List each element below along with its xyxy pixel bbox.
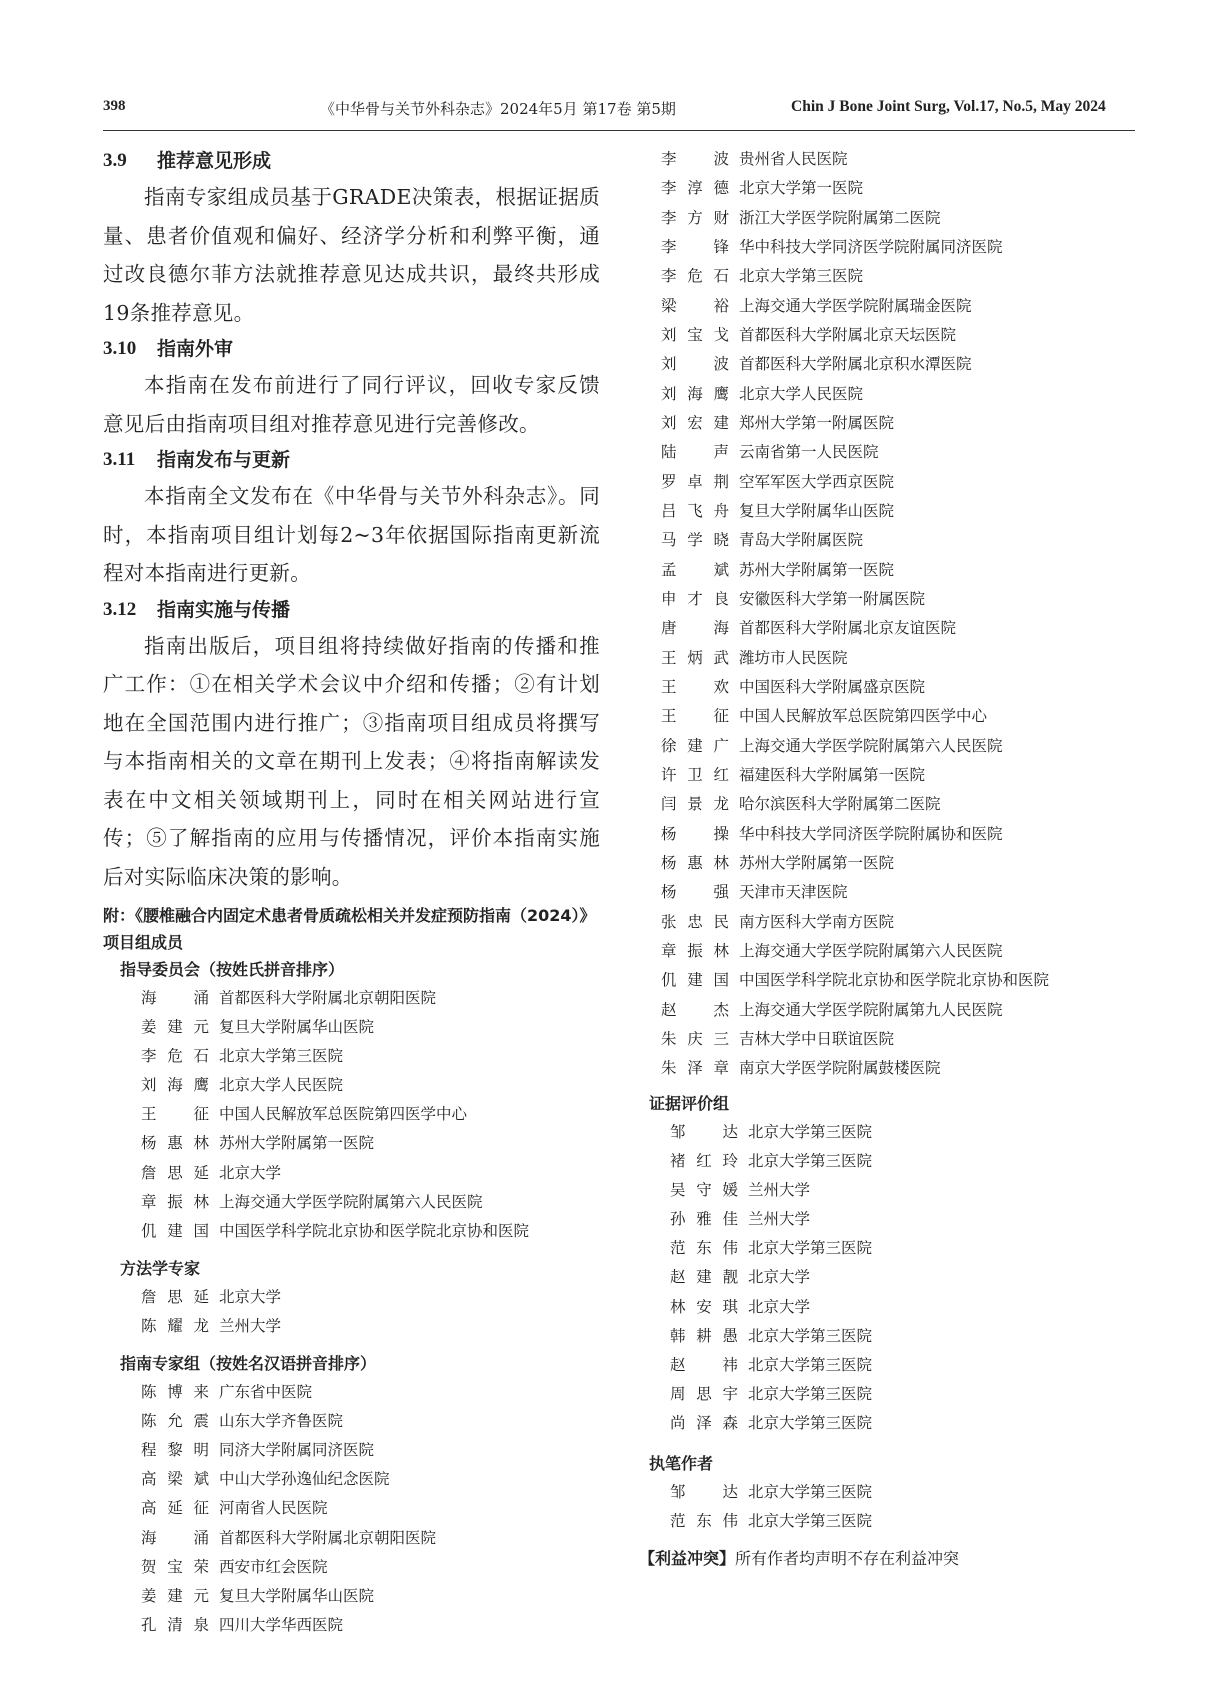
member-affiliation: 河南省人民医院 xyxy=(219,1499,328,1518)
member-row xyxy=(661,849,1181,878)
member-affiliation: 复旦大学附属华山医院 xyxy=(739,501,895,520)
member-affiliation: 北京大学 xyxy=(219,1163,282,1182)
member-affiliation: 哈尔滨医科大学附属第二医院 xyxy=(739,795,941,814)
member-row xyxy=(141,1188,600,1217)
member-name: 仉建国 xyxy=(661,971,729,990)
section-body xyxy=(103,627,600,897)
member-affiliation: 首都医科大学附属北京友谊医院 xyxy=(739,619,957,638)
left-column xyxy=(103,144,600,1640)
member-affiliation: 潍坊市人民医院 xyxy=(739,648,848,667)
member-row xyxy=(661,908,1181,937)
member-row xyxy=(141,1378,600,1407)
member-affiliation: 苏州大学附属第一医院 xyxy=(219,1134,375,1153)
member-list xyxy=(141,984,600,1246)
member-name: 王炳武 xyxy=(661,648,729,667)
member-name: 张忠民 xyxy=(661,912,729,931)
member-row xyxy=(661,350,1181,379)
member-row xyxy=(661,732,1181,761)
paragraph: 指南出版后，项目组将持续做好指南的传播和推广工作：①在相关学术会议中介绍和传播；②有计划地在全国范围内进行推广；③指南项目组成员将撰写与本指南相关的文章在期刊上发表；④将指南解读发表在中文相关领域期刊上，同时在相关网站进行宣传；⑤了解指南的应用与传播情况，评价本指南实施后对实际临床决策的影响。 xyxy=(103,633,600,889)
steering-committee xyxy=(120,956,600,1246)
appendix-title: 附：《腰椎融合内固定术患者骨质疏松相关并发症预防指南（2024）》项目组成员 xyxy=(103,906,596,952)
member-row xyxy=(670,1118,1169,1147)
section-number: 3.9 xyxy=(103,150,127,171)
member-affiliation: 苏州大学附属第一医院 xyxy=(739,853,895,872)
section-body xyxy=(103,178,600,332)
member-name: 徐建广 xyxy=(661,736,729,755)
member-name: 陈博来 xyxy=(141,1383,209,1402)
member-list xyxy=(141,1378,600,1640)
member-affiliation: 四川大学华西医院 xyxy=(219,1615,344,1634)
member-row xyxy=(661,966,1181,995)
member-name: 杨惠林 xyxy=(141,1134,209,1153)
member-name: 罗卓荆 xyxy=(661,472,729,491)
section-3-12 xyxy=(103,593,600,897)
member-name: 申才良 xyxy=(661,589,729,608)
member-row xyxy=(661,497,1181,526)
group-heading: 方法学专家 xyxy=(120,1258,201,1278)
member-name: 赵 祎 xyxy=(670,1355,738,1374)
right-column xyxy=(661,145,1181,1084)
group-heading: 指南专家组（按姓名汉语拼音排序） xyxy=(120,1354,377,1374)
section-body xyxy=(103,477,600,593)
member-row xyxy=(661,468,1181,497)
member-affiliation: 南方医科大学南方医院 xyxy=(739,912,895,931)
member-affiliation: 上海交通大学医学院附属第六人民医院 xyxy=(219,1192,483,1211)
member-name: 梁 裕 xyxy=(661,296,729,315)
member-affiliation: 上海交通大学医学院附属第六人民医院 xyxy=(739,736,1003,755)
member-affiliation: 天津市天津医院 xyxy=(739,883,848,902)
member-row xyxy=(661,996,1181,1025)
member-row xyxy=(670,1263,1169,1292)
member-affiliation: 浙江大学医学院附属第二医院 xyxy=(739,208,941,227)
member-name: 唐 海 xyxy=(661,619,729,638)
member-affiliation: 北京大学第三医院 xyxy=(748,1384,873,1403)
member-name: 姜建元 xyxy=(141,1018,209,1037)
expert-group xyxy=(120,1350,600,1640)
member-affiliation: 北京大学第一医院 xyxy=(739,179,864,198)
member-affiliation: 南京大学医学院附属鼓楼医院 xyxy=(739,1059,941,1078)
member-affiliation: 华中科技大学同济医学院附属协和医院 xyxy=(739,824,1003,843)
member-affiliation: 北京大学第三医院 xyxy=(748,1512,873,1531)
member-row xyxy=(670,1409,1169,1438)
member-affiliation: 复旦大学附属华山医院 xyxy=(219,1018,375,1037)
member-affiliation: 复旦大学附属华山医院 xyxy=(219,1586,375,1605)
member-row xyxy=(661,262,1181,291)
section-number: 3.12 xyxy=(103,598,137,620)
member-name: 刘 波 xyxy=(661,355,729,374)
member-affiliation: 安徽医科大学第一附属医院 xyxy=(739,589,926,608)
member-name: 王 征 xyxy=(141,1105,209,1124)
journal-title-cn: 《中华骨与关节外科杂志》2024年5月 第17卷 第5期 xyxy=(320,100,676,118)
member-list xyxy=(661,145,1181,1084)
member-row xyxy=(141,1159,600,1188)
member-affiliation: 中国医学科学院北京协和医学院北京协和医院 xyxy=(219,1221,530,1240)
member-name: 孙雅佳 xyxy=(670,1210,738,1229)
member-affiliation: 中国医科大学附属盛京医院 xyxy=(739,677,926,696)
member-name: 朱庆三 xyxy=(661,1029,729,1048)
member-row xyxy=(141,1312,600,1341)
member-name: 邹 达 xyxy=(670,1123,738,1141)
member-name: 尚泽森 xyxy=(670,1413,738,1432)
member-name: 邹 达 xyxy=(670,1483,738,1501)
writing-authors xyxy=(649,1450,1169,1536)
member-affiliation: 中山大学孙逸仙纪念医院 xyxy=(219,1470,390,1489)
member-affiliation: 青岛大学附属医院 xyxy=(739,531,864,550)
member-name: 仉建国 xyxy=(141,1221,209,1240)
member-row xyxy=(661,937,1181,966)
member-name: 范东伟 xyxy=(670,1239,738,1258)
section-title: 推荐意见形成 xyxy=(157,150,272,172)
paragraph: 指南专家组成员基于GRADE决策表，根据证据质量、患者价值观和偏好、经济学分析和利弊平衡，通过改良德尔菲方法就推荐意见达成共识，最终共形成19条推荐意见。 xyxy=(103,185,600,325)
member-affiliation: 上海交通大学医学院附属瑞金医院 xyxy=(739,296,972,315)
member-affiliation: 北京大学人民医院 xyxy=(219,1076,344,1095)
section-3-10 xyxy=(103,332,600,443)
member-row xyxy=(661,1025,1181,1054)
group-heading: 指导委员会（按姓氏拼音排序） xyxy=(120,960,345,979)
member-row xyxy=(661,702,1181,731)
member-name: 孔清泉 xyxy=(141,1615,209,1634)
member-name: 陈允震 xyxy=(141,1412,209,1431)
member-row xyxy=(141,1100,600,1129)
member-name: 许卫红 xyxy=(661,765,729,784)
member-row xyxy=(661,790,1181,819)
member-name: 韩耕愚 xyxy=(670,1326,738,1345)
member-name: 李 波 xyxy=(661,150,729,168)
member-affiliation: 首都医科大学附属北京积水潭医院 xyxy=(739,355,972,374)
member-row xyxy=(141,1071,600,1100)
member-name: 李危石 xyxy=(661,267,729,286)
member-affiliation: 北京大学第三医院 xyxy=(748,1413,873,1432)
member-affiliation: 广东省中医院 xyxy=(219,1383,313,1402)
member-row xyxy=(670,1293,1169,1322)
member-row xyxy=(141,1494,600,1523)
member-row xyxy=(141,1283,600,1312)
member-affiliation: 北京大学第三医院 xyxy=(748,1239,873,1258)
member-name: 褚红玲 xyxy=(670,1152,738,1171)
member-affiliation: 云南省第一人民医院 xyxy=(739,443,879,462)
member-name: 贺宝荣 xyxy=(141,1557,209,1576)
member-affiliation: 北京大学第三医院 xyxy=(748,1326,873,1345)
member-name: 杨 操 xyxy=(661,824,729,843)
member-affiliation: 中国医学科学院北京协和医学院北京协和医院 xyxy=(739,971,1050,990)
member-row xyxy=(661,878,1181,907)
member-affiliation: 吉林大学中日联谊医院 xyxy=(739,1029,895,1048)
member-name: 范东伟 xyxy=(670,1512,738,1531)
member-row xyxy=(141,1524,600,1553)
member-row xyxy=(661,204,1181,233)
section-title: 指南发布与更新 xyxy=(157,449,291,471)
member-name: 李 锋 xyxy=(661,237,729,256)
member-name: 刘海鹰 xyxy=(661,384,729,403)
member-affiliation: 北京大学 xyxy=(748,1268,811,1287)
member-name: 詹思延 xyxy=(141,1287,209,1306)
member-name: 吕飞舟 xyxy=(661,501,729,520)
conflict-label: 【利益冲突】 xyxy=(639,1549,736,1568)
member-row xyxy=(141,1582,600,1611)
member-name: 王 欢 xyxy=(661,677,729,696)
member-affiliation: 首都医科大学附属北京朝阳医院 xyxy=(219,989,437,1007)
member-name: 陆 声 xyxy=(661,443,729,462)
member-affiliation: 首都医科大学附属北京天坛医院 xyxy=(739,325,957,344)
member-row xyxy=(141,1611,600,1640)
member-row xyxy=(670,1322,1169,1351)
member-affiliation: 北京大学 xyxy=(748,1297,811,1316)
member-affiliation: 空军军医大学西京医院 xyxy=(739,472,895,491)
methodology-experts xyxy=(120,1255,600,1341)
member-row xyxy=(661,321,1181,350)
member-row xyxy=(141,1436,600,1465)
member-row xyxy=(670,1478,1169,1507)
member-affiliation: 兰州大学 xyxy=(748,1210,811,1229)
header-rule xyxy=(103,130,1135,131)
section-body xyxy=(103,366,600,443)
evidence-group xyxy=(649,1090,1169,1438)
member-row xyxy=(670,1176,1169,1205)
member-name: 杨惠林 xyxy=(661,853,729,872)
member-affiliation: 上海交通大学医学院附属第六人民医院 xyxy=(739,941,1003,960)
member-name: 刘海鹰 xyxy=(141,1076,209,1095)
conflict-text: 所有作者均声明不存在利益冲突 xyxy=(735,1549,960,1568)
member-row xyxy=(141,1465,600,1494)
member-name: 高梁斌 xyxy=(141,1470,209,1489)
section-heading xyxy=(103,443,600,477)
member-row xyxy=(661,761,1181,790)
section-heading xyxy=(103,144,600,178)
member-row xyxy=(661,292,1181,321)
member-name: 马学晓 xyxy=(661,531,729,550)
member-row xyxy=(141,1129,600,1158)
member-row xyxy=(670,1147,1169,1176)
member-affiliation: 西安市红会医院 xyxy=(219,1557,328,1576)
member-row xyxy=(661,526,1181,555)
member-row xyxy=(661,380,1181,409)
member-row xyxy=(141,1217,600,1246)
member-row xyxy=(141,1013,600,1042)
journal-title-en: Chin J Bone Joint Surg, Vol.17, No.5, May 2024 xyxy=(791,98,1106,115)
member-row xyxy=(661,409,1181,438)
member-row xyxy=(141,984,600,1013)
member-name: 周思宇 xyxy=(670,1384,738,1403)
section-title: 指南外审 xyxy=(157,338,234,360)
member-row xyxy=(661,1054,1181,1083)
section-number: 3.10 xyxy=(103,338,137,359)
member-affiliation: 北京大学人民医院 xyxy=(739,384,864,403)
member-affiliation: 北京大学第三医院 xyxy=(748,1355,873,1374)
section-heading xyxy=(103,332,600,366)
member-affiliation: 华中科技大学同济医学院附属同济医院 xyxy=(739,237,1003,256)
member-name: 朱泽章 xyxy=(661,1059,729,1078)
paragraph: 本指南在发布前进行了同行评议，回收专家反馈意见后由指南项目组对推荐意见进行完善修改。 xyxy=(103,373,600,436)
member-name: 姜建元 xyxy=(141,1586,209,1605)
member-name: 杨 强 xyxy=(661,883,729,902)
member-row xyxy=(670,1205,1169,1234)
member-affiliation: 北京大学第三医院 xyxy=(748,1123,873,1141)
page-number: 398 xyxy=(103,98,126,114)
member-row xyxy=(670,1351,1169,1380)
member-row xyxy=(661,174,1181,203)
member-affiliation: 北京大学第三医院 xyxy=(219,1047,344,1066)
member-affiliation: 北京大学第三医院 xyxy=(748,1483,873,1501)
member-affiliation: 北京大学第三医院 xyxy=(739,267,864,286)
member-name: 赵 杰 xyxy=(661,1000,729,1019)
member-affiliation: 北京大学 xyxy=(219,1287,282,1306)
section-3-11 xyxy=(103,443,600,593)
member-name: 程黎明 xyxy=(141,1441,209,1460)
member-row xyxy=(661,644,1181,673)
member-name: 吴守媛 xyxy=(670,1181,738,1200)
paragraph: 本指南全文发布在《中华骨与关节外科杂志》。同时，本指南项目组计划每2~3年依据国际指南更新流程对本指南进行更新。 xyxy=(103,484,600,585)
member-name: 刘宝戈 xyxy=(661,325,729,344)
member-name: 孟 斌 xyxy=(661,560,729,579)
member-row xyxy=(141,1407,600,1436)
member-row xyxy=(141,1553,600,1582)
member-name: 李淳德 xyxy=(661,179,729,198)
member-affiliation: 首都医科大学附属北京朝阳医院 xyxy=(219,1528,437,1547)
member-affiliation: 福建医科大学附属第一医院 xyxy=(739,765,926,784)
member-affiliation: 郑州大学第一附属医院 xyxy=(739,413,895,432)
member-row xyxy=(661,585,1181,614)
member-row xyxy=(661,438,1181,467)
member-affiliation: 山东大学齐鲁医院 xyxy=(219,1412,344,1431)
member-row xyxy=(661,233,1181,262)
member-row xyxy=(661,673,1181,702)
member-row xyxy=(661,820,1181,849)
member-affiliation: 兰州大学 xyxy=(219,1316,282,1335)
member-row xyxy=(670,1380,1169,1409)
member-affiliation: 中国人民解放军总医院第四医学中心 xyxy=(219,1105,468,1124)
conflict-of-interest xyxy=(639,1546,959,1569)
member-name: 高延征 xyxy=(141,1499,209,1518)
member-row xyxy=(141,1042,600,1071)
section-3-9 xyxy=(103,144,600,332)
member-name: 李危石 xyxy=(141,1047,209,1066)
member-affiliation: 兰州大学 xyxy=(748,1181,811,1200)
group-heading: 证据评价组 xyxy=(649,1094,730,1113)
member-name: 王 征 xyxy=(661,707,729,726)
member-row xyxy=(670,1507,1169,1536)
group-heading: 执笔作者 xyxy=(649,1454,714,1473)
member-row xyxy=(670,1234,1169,1263)
member-row xyxy=(661,145,1181,174)
member-name: 章振林 xyxy=(661,941,729,960)
member-list xyxy=(141,1283,600,1341)
section-heading xyxy=(103,593,600,627)
member-name: 詹思延 xyxy=(141,1163,209,1182)
member-name: 陈耀龙 xyxy=(141,1316,209,1335)
member-name: 李方财 xyxy=(661,208,729,227)
member-list xyxy=(670,1478,1169,1536)
member-name: 海 涌 xyxy=(141,1528,209,1547)
member-name: 刘宏建 xyxy=(661,413,729,432)
member-list xyxy=(670,1118,1169,1438)
member-row xyxy=(661,614,1181,643)
member-name: 闫景龙 xyxy=(661,795,729,814)
member-name: 章振林 xyxy=(141,1192,209,1211)
member-affiliation: 苏州大学附属第一医院 xyxy=(739,560,895,579)
member-affiliation: 上海交通大学医学院附属第九人民医院 xyxy=(739,1000,1003,1019)
member-name: 海 涌 xyxy=(141,989,209,1007)
member-name: 林安琪 xyxy=(670,1297,738,1316)
member-row xyxy=(661,556,1181,585)
member-affiliation: 同济大学附属同济医院 xyxy=(219,1441,375,1460)
member-affiliation: 贵州省人民医院 xyxy=(739,150,848,168)
member-affiliation: 中国人民解放军总医院第四医学中心 xyxy=(739,707,988,726)
member-name: 赵建靓 xyxy=(670,1268,738,1287)
section-title: 指南实施与传播 xyxy=(157,598,291,621)
member-affiliation: 北京大学第三医院 xyxy=(748,1152,873,1171)
section-number: 3.11 xyxy=(103,449,136,470)
